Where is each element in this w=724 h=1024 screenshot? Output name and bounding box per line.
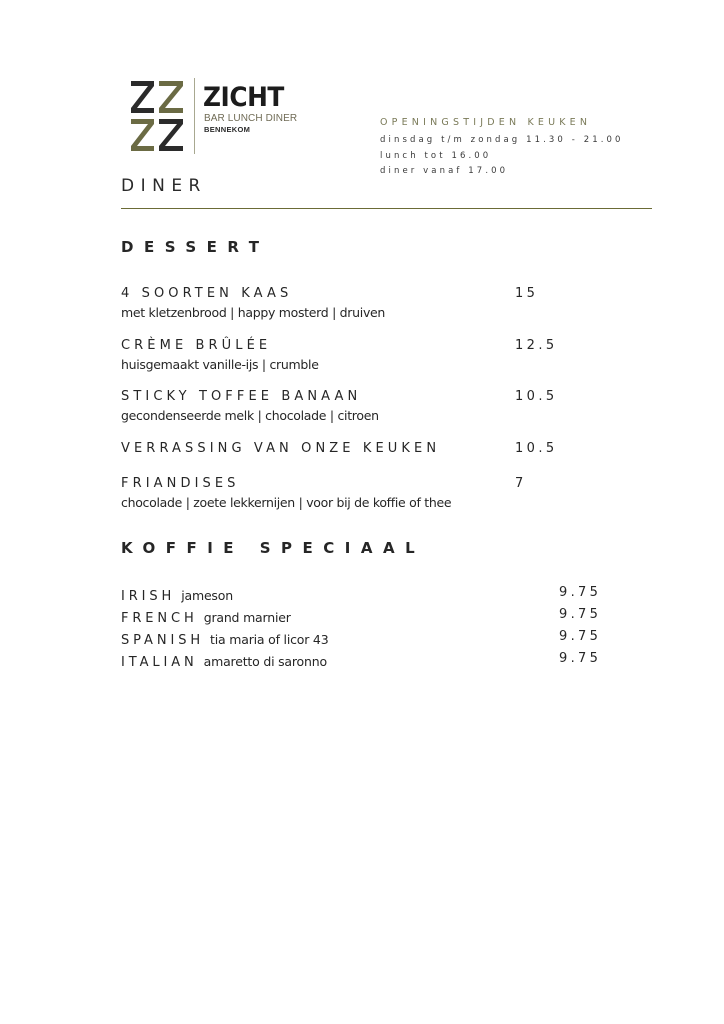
brand-location: BENNEKOM [204,125,251,134]
menu-item-name: 4 SOORTEN KAAS [121,286,293,301]
menu-item-name: FRIANDISES [121,476,240,491]
koffie-item-name: SPANISH [121,633,205,648]
koffie-item-description: jameson [181,588,233,603]
menu-item-description: met kletzenbrood | happy mosterd | druiven [121,305,386,320]
menu-item-name: VERRASSING VAN ONZE KEUKEN [121,441,441,456]
koffie-item-price: 9.75 [559,607,602,622]
menu-item-description: huisgemaakt vanille-ijs | crumble [121,357,319,372]
koffie-item-name: IRISH [121,589,176,604]
header-divider [121,208,652,209]
logo-divider [194,78,195,154]
page-title: DINER [121,176,207,196]
menu-item-description: chocolade | zoete lekkernijen | voor bij de koffie of thee [121,495,452,510]
hours-line: dinsdag t/m zondag 11.30 - 21.00 [380,135,624,145]
menu-item-price: 12.5 [515,338,558,353]
menu-item-price: 15 [515,286,539,301]
menu-item-name: CRÈME BRÛLÉE [121,338,272,353]
brand-tagline: BAR LUNCH DINER [204,113,298,124]
koffie-item-price: 9.75 [559,585,602,600]
koffie-item-description: grand marnier [203,610,291,625]
section-title-dessert: DESSERT [121,238,270,256]
menu-item-price: 10.5 [515,389,558,404]
koffie-item-price: 9.75 [559,651,602,666]
hours-title: OPENINGSTIJDEN KEUKEN [380,117,592,128]
koffie-item-name: ITALIAN [121,655,198,670]
section-title-koffie: KOFFIE SPECIAAL [121,539,426,557]
logo-mark-icon [128,76,186,156]
koffie-item-name: FRENCH [121,611,198,626]
hours-line: diner vanaf 17.00 [380,166,509,176]
menu-item-description: gecondenseerde melk | chocolade | citroen [121,408,379,423]
menu-item-price: 10.5 [515,441,558,456]
koffie-item [121,651,327,670]
koffie-item [121,585,233,604]
koffie-item [121,607,291,626]
koffie-item [121,629,328,648]
hours-line: lunch tot 16.00 [380,151,492,161]
koffie-item-description: amaretto di saronno [203,654,327,669]
brand-name: ZICHT [203,82,284,113]
koffie-item-price: 9.75 [559,629,602,644]
menu-item-price: 7 [515,476,527,491]
koffie-item-description: tia maria of licor 43 [210,632,329,647]
menu-item-name: STICKY TOFFEE BANAAN [121,389,362,404]
